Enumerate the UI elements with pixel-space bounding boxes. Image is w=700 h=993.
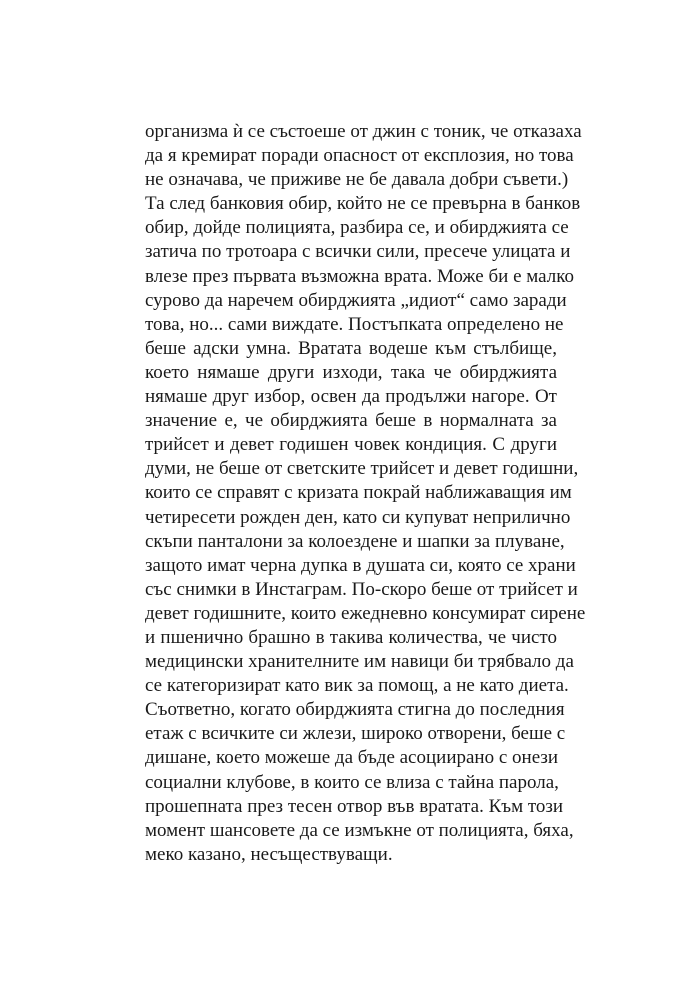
text-line: Съответно, когато обирджията стигна до последния — [145, 699, 565, 721]
text-line: девет годишните, които ежедневно консумират сирене — [145, 602, 586, 624]
text-line: нямаше друг избор, освен да продължи нагоре. От — [145, 386, 557, 408]
text-line: които се справят с кризата покрай наближаващия им — [145, 482, 572, 504]
text-line: обир, дойде полицията, разбира се, и обирджията се — [145, 217, 569, 239]
text-line: меко казано, несъществуващи. — [145, 843, 393, 865]
text-line: дишане, което можеше да бъде асоциирано с онези — [145, 747, 559, 769]
text-line: което нямаше други изходи, така че обирджията — [145, 361, 557, 383]
text-line: беше адски умна. Вратата водеше към стълбище, — [145, 337, 557, 359]
text-line: организма ѝ се състоеше от джин с тоник, че отказаха — [145, 121, 582, 142]
body-text — [145, 120, 586, 867]
text-line: социални клубове, в които се влиза с тайна парола, — [145, 771, 559, 793]
text-line: се категоризират като вик за помощ, а не като диета. — [145, 675, 569, 697]
text-line: скъпи панталони за колоездене и шапки за плуване, — [145, 530, 565, 552]
text-line: трийсет и девет годишен човек кондиция. С други — [145, 434, 557, 456]
text-line: Та след банковия обир, който не се превърна в банков — [145, 193, 581, 215]
text-line: медицински хранителните им навици би трябвало да — [145, 651, 574, 673]
text-line: и пшенично брашно в такива количества, че чисто — [145, 626, 557, 648]
text-line: думи, не беше от светските трийсет и девет годишни, — [145, 458, 579, 480]
text-line: четиресети рожден ден, като си купуват неприлично — [145, 506, 571, 528]
text-line: етаж с всичките си жлези, широко отворени, беше с — [145, 723, 566, 745]
text-line: затича по тротоара с всички сили, пресече улицата и — [145, 241, 571, 263]
text-line: със снимки в Инстаграм. По-скоро беше от трийсет и — [145, 578, 578, 600]
text-line: значение е, че обирджията беше в нормалната за — [145, 410, 557, 432]
text-line: защото имат черна дупка в душата си, която се храни — [145, 554, 576, 576]
text-line: да я кремират поради опасност от експлозия, но това — [145, 145, 574, 167]
text-line: сурово да наречем обирджията „идиот“ само заради — [145, 289, 567, 311]
text-line: момент шансовете да се измъкне от полицията, бяха, — [145, 819, 574, 841]
text-line: влезе през първата възможна врата. Може би е малко — [145, 265, 575, 287]
text-line: прошепната през тесен отвор във вратата. Към този — [145, 795, 564, 817]
text-line: не означава, че приживе не бе давала добри съвети.) — [145, 169, 569, 191]
text-line: това, но... сами виждате. Постъпката определено не — [145, 313, 564, 335]
